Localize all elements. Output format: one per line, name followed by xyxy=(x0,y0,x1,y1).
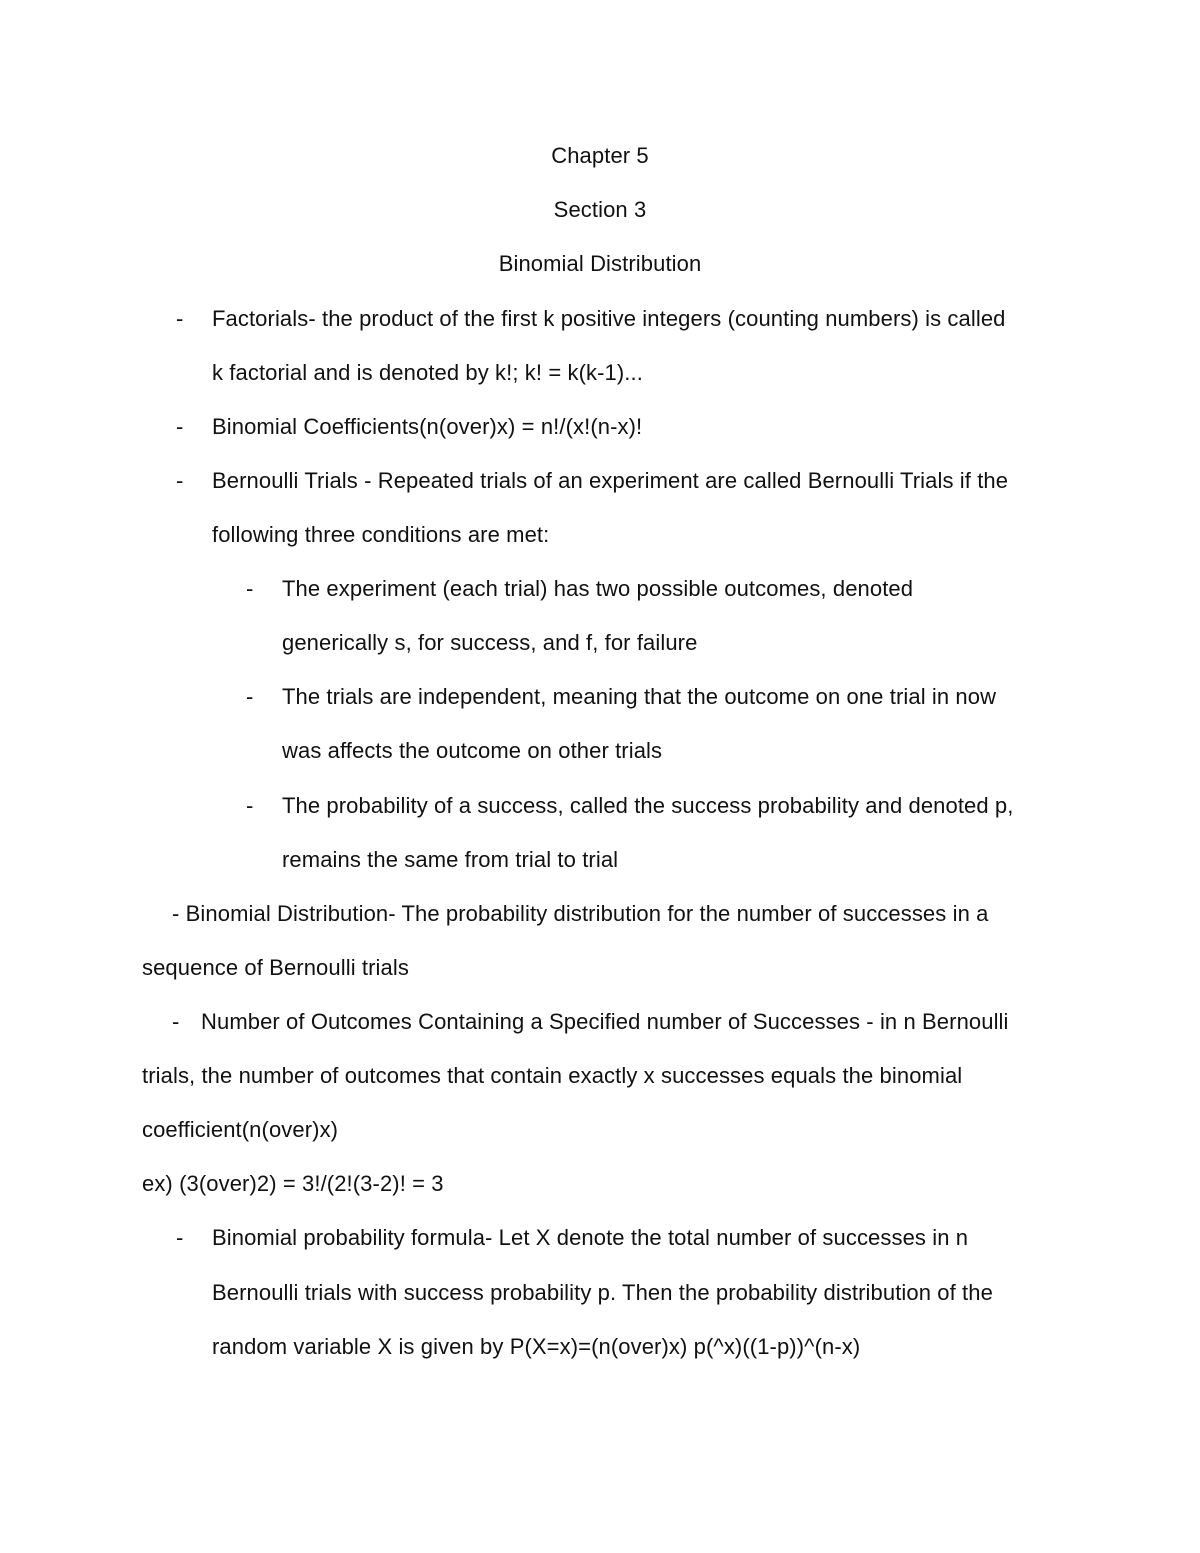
binomial-distribution-line-1: - Binomial Distribution- The probability distribution for the number of successes in a xyxy=(172,901,989,926)
bullet-dash: - xyxy=(176,306,184,331)
factorials-line-1: Factorials- the product of the first k positive integers (counting numbers) is called xyxy=(212,306,1006,331)
condition-1-line-2: generically s, for success, and f, for failure xyxy=(282,630,698,655)
condition-1-line-1: The experiment (each trial) has two possible outcomes, denoted xyxy=(282,576,914,601)
binomial-formula-line-3: random variable X is given by P(X=x)=(n(over)x) p(^x)((1-p))^(n-x) xyxy=(212,1334,861,1359)
binomial-formula-line-2: Bernoulli trials with success probability p. Then the probability distribution of the xyxy=(212,1280,993,1305)
bernoulli-trials-line-1: Bernoulli Trials - Repeated trials of an experiment are called Bernoulli Trials if the xyxy=(212,468,1009,493)
bullet-dash: - xyxy=(176,1225,184,1250)
binomial-formula-line-1: Binomial probability formula- Let X denote the total number of successes in n xyxy=(212,1225,969,1250)
section-heading: Section 3 xyxy=(553,197,647,222)
binomial-coefficients-line: Binomial Coefficients(n(over)x) = n!/(x!(n-x)! xyxy=(212,414,643,439)
chapter-heading: Chapter 5 xyxy=(551,143,649,168)
number-of-outcomes-line-3: coefficient(n(over)x) xyxy=(142,1117,339,1142)
topic-heading: Binomial Distribution xyxy=(498,251,702,276)
number-of-outcomes-line-2: trials, the number of outcomes that contain exactly x successes equals the binomial xyxy=(142,1063,963,1088)
binomial-distribution-line-2: sequence of Bernoulli trials xyxy=(142,955,409,980)
condition-2-line-2: was affects the outcome on other trials xyxy=(282,738,663,763)
sub-bullet-dash: - xyxy=(246,684,254,709)
bullet-dash: - xyxy=(172,1009,180,1034)
condition-2-line-1: The trials are independent, meaning that the outcome on one trial in now xyxy=(282,684,997,709)
condition-3-line-2: remains the same from trial to trial xyxy=(282,847,619,872)
condition-3-line-1: The probability of a success, called the success probability and denoted p, xyxy=(282,793,1014,818)
bullet-dash: - xyxy=(176,468,184,493)
sub-bullet-dash: - xyxy=(246,576,254,601)
bernoulli-trials-line-2: following three conditions are met: xyxy=(212,522,550,547)
sub-bullet-dash: - xyxy=(246,793,254,818)
factorials-line-2: k factorial and is denoted by k!; k! = k(k-1)... xyxy=(212,360,643,385)
bullet-dash: - xyxy=(176,414,184,439)
example-line: ex) (3(over)2) = 3!/(2!(3-2)! = 3 xyxy=(142,1171,444,1196)
number-of-outcomes-line-1: Number of Outcomes Containing a Specified number of Successes - in n Bernoulli xyxy=(201,1009,1009,1034)
